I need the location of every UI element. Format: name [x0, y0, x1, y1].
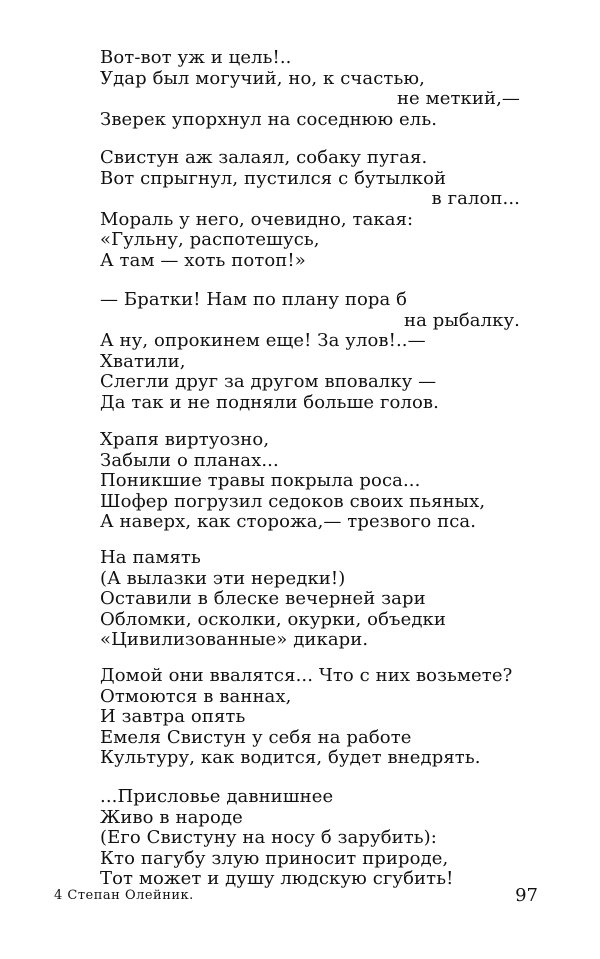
poem-line: Отмоются в ваннах, [100, 685, 292, 707]
poem-line: Вот спрыгнул, пустился с бутылкой [100, 167, 447, 189]
poem-line: Удар был могучий, но, к счастью, [100, 67, 425, 89]
page-number: 97 [515, 885, 538, 906]
poem-line: На память [100, 547, 201, 568]
poem-line: (Его Свистуну на носу б зарубить): [100, 827, 437, 849]
stanza [100, 290, 520, 414]
poem-line: Вот-вот уж и цель!.. [100, 47, 292, 68]
poem-line: не меткий,— [396, 88, 520, 110]
stanza [100, 787, 520, 890]
poem-line: Зверек упорхнул на соседнюю ель. [100, 108, 438, 130]
stanza [100, 548, 520, 651]
poem-line: Поникшие травы покрыла роса... [100, 470, 421, 492]
poem-line: А ну, опрокинем еще! За улов!..— [100, 330, 426, 352]
poem-line: (А вылазки эти нередки!) [100, 567, 346, 589]
poem-line: Да так и не подняли больше голов. [100, 391, 439, 413]
poem-line: Оставили в блеске вечерней зари [100, 588, 426, 610]
poem-line: Емеля Свистун у себя на работе [100, 726, 412, 748]
poem-line: Живо в народе [100, 806, 243, 828]
poem-line: Обломки, осколки, окурки, объедки [100, 608, 446, 630]
poem-line: Храпя виртуозно, [100, 429, 270, 450]
stanza [100, 666, 520, 769]
stanza [100, 148, 520, 272]
poem-line: Свистун аж залаял, собаку пугая. [100, 147, 428, 168]
poem-line: ...Присловье давнишнее [100, 786, 334, 807]
poem-line: А наверх, как сторожа,— трезвого пса. [100, 511, 477, 533]
poem-line: Забыли о планах... [100, 449, 279, 471]
poem-line: Шофер погрузил седоков своих пьяных, [100, 490, 486, 512]
poem-line: Кто пагубу злую приносит природе, [100, 847, 449, 869]
poem-line: — Братки! Нам по плану пора б [100, 289, 408, 310]
poem-line: Хватили, [100, 350, 186, 372]
printer-signature: 4 Степан Олейник. [54, 888, 194, 903]
poem-line: Слегли друг за другом вповалку — [100, 371, 437, 393]
poem-line: Домой они ввалятся... Что с них возьмете? [100, 665, 513, 686]
poem-line: Тот может и душу людскую сгубить! [100, 868, 454, 890]
poem-line: в галоп... [431, 188, 520, 210]
poem-line: И завтра опять [100, 706, 246, 728]
poem-line: на рыбалку. [404, 309, 520, 331]
poem-line: «Гульну, распотешусь, [100, 229, 320, 251]
stanza [100, 430, 520, 533]
poem-line: Культуру, как водится, будет внедрять. [100, 747, 481, 769]
poem-line: А там — хоть потоп!» [100, 249, 306, 271]
poem-line: «Цивилизованные» дикари. [100, 629, 369, 651]
poem-line: Мораль у него, очевидно, такая: [100, 208, 414, 230]
stanza [100, 48, 520, 130]
